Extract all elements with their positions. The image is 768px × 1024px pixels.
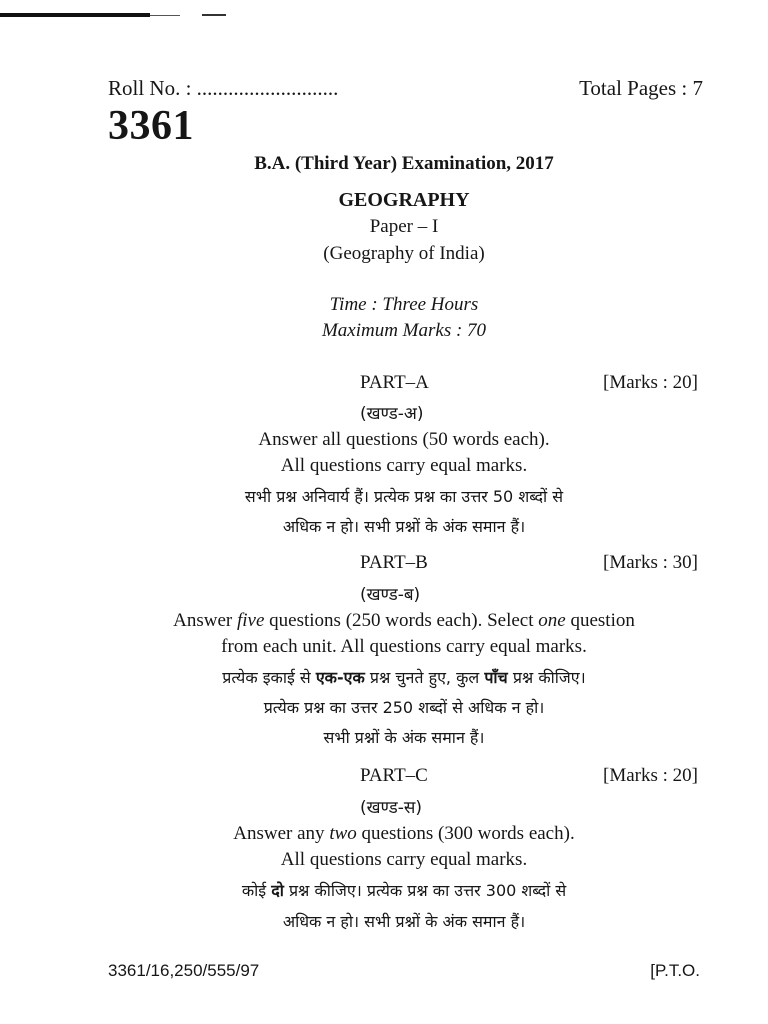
- paper-number: Paper – I: [369, 216, 439, 237]
- paper-name: (Geography of India): [323, 243, 485, 264]
- part-c-heading: PART–C: [360, 765, 428, 786]
- exam-duration: Time : Three Hours: [329, 294, 479, 315]
- subject-title: GEOGRAPHY: [338, 189, 470, 211]
- paper-code: 3361: [108, 103, 194, 149]
- scan-edge-line: [150, 15, 180, 16]
- part-a-instruction: Answer all questions (50 words each).: [258, 429, 550, 450]
- part-c-marks: [Marks : 20]: [603, 765, 698, 786]
- part-b-hindi-instruction: प्रत्येक इकाई से एक-एक प्रश्न चुनते हुए, कुल पाँच प्रश्न कीजिए।: [222, 668, 586, 687]
- part-c-hindi-instruction: अधिक न हो। सभी प्रश्नों के अंक समान हैं।: [282, 912, 526, 931]
- roll-number-field: Roll No. : ...........................: [108, 76, 339, 100]
- part-c-instruction: All questions carry equal marks.: [280, 849, 528, 870]
- part-b-instruction: from each unit. All questions carry equal marks.: [221, 636, 587, 657]
- part-c-instruction: Answer any two questions (300 words each).: [233, 823, 575, 844]
- part-a-hindi-heading: (खण्ड-अ): [360, 404, 424, 424]
- maximum-marks: Maximum Marks : 70: [321, 320, 487, 341]
- scan-edge-line: [0, 13, 150, 17]
- please-turn-over: [P.T.O.: [650, 961, 700, 980]
- part-a-marks: [Marks : 20]: [603, 372, 698, 393]
- scan-edge-line: [202, 14, 226, 16]
- exam-title: B.A. (Third Year) Examination, 2017: [254, 153, 554, 174]
- part-b-hindi-instruction: सभी प्रश्नों के अंक समान हैं।: [323, 728, 485, 747]
- total-pages: Total Pages : 7: [579, 76, 703, 100]
- part-b-heading: PART–B: [360, 552, 428, 573]
- part-b-marks: [Marks : 30]: [603, 552, 698, 573]
- part-a-hindi-instruction: अधिक न हो। सभी प्रश्नों के अंक समान हैं।: [282, 517, 526, 536]
- footer-print-code: 3361/16,250/555/97: [108, 961, 260, 980]
- part-c-hindi-heading: (खण्ड-स): [360, 798, 422, 818]
- part-b-hindi-instruction: प्रत्येक प्रश्न का उत्तर 250 शब्दों से अधिक न हो।: [263, 698, 545, 717]
- part-b-instruction: Answer five questions (250 words each). Select one question: [173, 610, 635, 631]
- part-a-heading: PART–A: [360, 372, 429, 393]
- part-a-instruction: All questions carry equal marks.: [280, 455, 528, 476]
- part-c-hindi-instruction: कोई दो प्रश्न कीजिए। प्रत्येक प्रश्न का उत्तर 300 शब्दों से: [241, 881, 567, 900]
- part-a-hindi-instruction: सभी प्रश्न अनिवार्य हैं। प्रत्येक प्रश्न का उत्तर 50 शब्दों से: [244, 487, 564, 506]
- part-b-hindi-heading: (खण्ड-ब): [360, 585, 421, 605]
